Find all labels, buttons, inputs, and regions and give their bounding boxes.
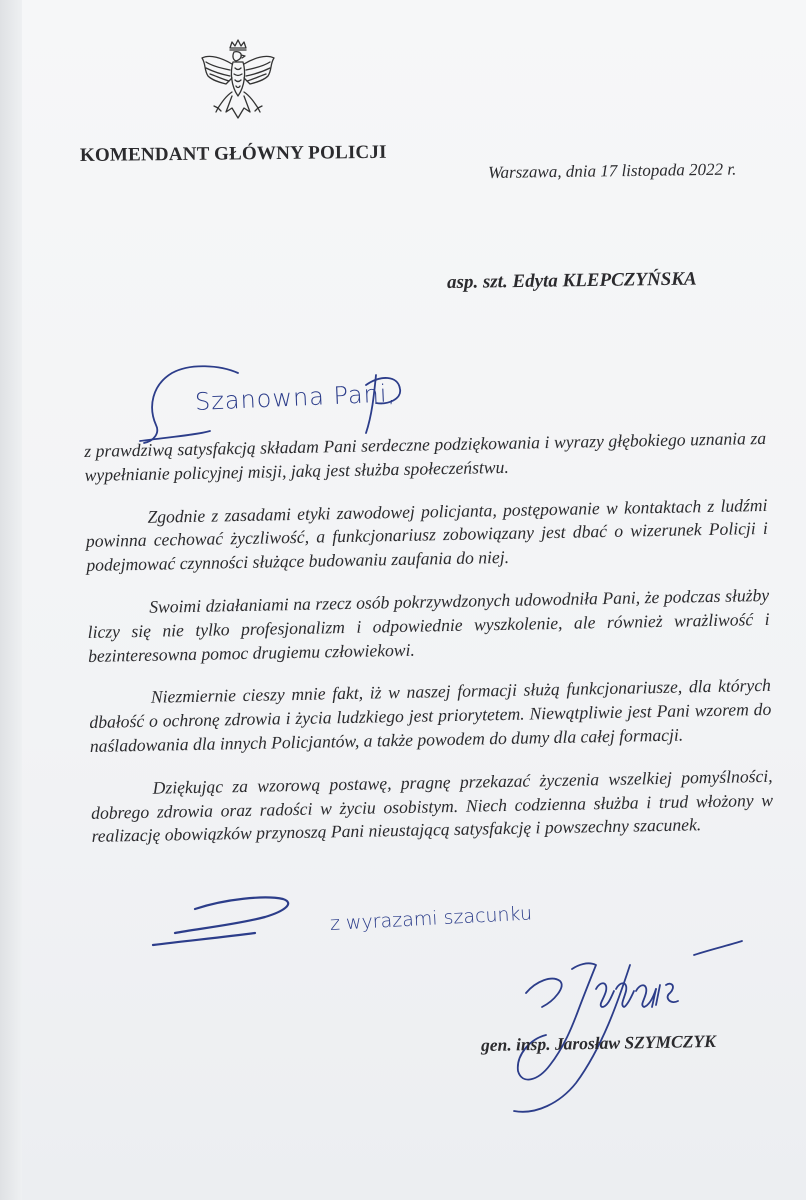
addressee: asp. szt. Edyta KLEPCZYŃSKA: [446, 268, 697, 293]
salutation: Szanowna Pani,: [194, 379, 397, 416]
body-paragraph-2: Zgodnie z zasadami etyki zawodowej policjanta, postępowanie w kontaktach z ludźmi powinna cechować życzliwość, a funkcjonariusz zobowiązany jest dbać o wizerunek Policji i podejmować czynności służące budowaniu zaufania do niej.: [85, 494, 769, 576]
paper-fold-shadow: [0, 0, 22, 1200]
body-paragraph-3: Swoimi działaniami na rzecz osób pokrzywdzonych udowodniła Pani, że podczas służby liczy się nie tylko profesjonalizm i odpowiednie wyszkolenie, ale również wrażliwość i bezinteresowna pomoc drugiemu człowiekowi.: [87, 584, 770, 666]
letter-body: [84, 427, 774, 868]
body-paragraph-5: Dziękując za wzorową postawę, pragnę przekazać życzenia wszelkiej pomyślności, dobrego zdrowia oraz radości w życiu osobistym. Niech codzienna służba i trud włożony w realizację obowiązków przynoszą Pani nieustającą satysfakcję i powszechny szacunek.: [90, 765, 774, 847]
body-paragraph-1: z prawdziwą satysfakcją składam Pani serdeczne podziękowania i wyrazy głębokiego uznania za wypełnianie policyjnej misji, jaką jest służba społeczeństwu.: [84, 427, 767, 485]
body-paragraph-4: Niezmiernie cieszy mnie fakt, iż w naszej formacji służą funkcjonariusze, dla których dbałość o ochronę zdrowia i życia ludzkiego jest priorytetem. Niewątpliwie jest Pani wzorem do naśladowania dla innych Policjantów, a także powodem do dumy dla całej formacji.: [89, 675, 772, 756]
eagle-emblem-icon: [196, 38, 280, 134]
date-line: Warszawa, dnia 17 listopada 2022 r.: [487, 159, 737, 182]
issuing-authority: KOMENDANT GŁÓWNY POLICJI: [79, 141, 387, 166]
signatory-name: gen. insp. Jarosław SZYMCZYK: [480, 1030, 716, 1055]
handwritten-signature: [480, 935, 780, 1125]
closing-phrase: z wyrazami szacunku: [329, 902, 533, 935]
